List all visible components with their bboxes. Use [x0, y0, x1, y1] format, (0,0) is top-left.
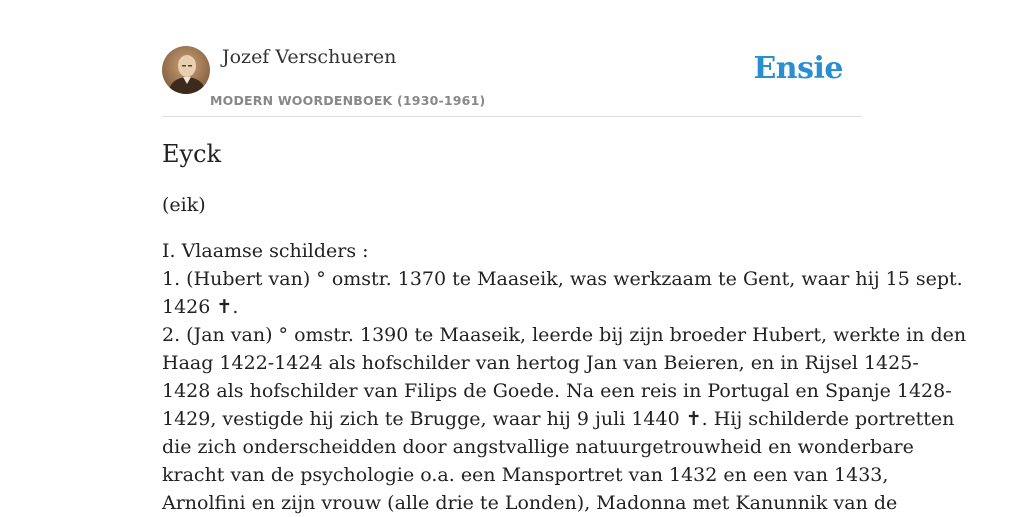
definition-line: 2. (Jan van) ° omstr. 1390 te Maaseik, leerde bij zijn broeder Hubert, werkte in den [162, 324, 967, 346]
definition-line: 1429, vestigde hij zich te Brugge, waar hij 9 juli 1440 ✝. Hij schilderde portretten [162, 408, 955, 430]
author-name-link[interactable]: Jozef Verschueren [222, 46, 397, 68]
dictionary-label[interactable]: MODERN WOORDENBOEK (1930-1961) [210, 93, 486, 108]
definition-line: I. Vlaamse schilders : [162, 240, 369, 262]
brand-logo[interactable]: Ensie [753, 51, 843, 86]
definition-line: 1. (Hubert van) ° omstr. 1370 te Maaseik, was werkzaam te Gent, waar hij 15 sept. [162, 268, 963, 290]
definition-line: 1426 ✝. [162, 296, 239, 318]
definition-line: die zich onderscheidden door angstvallige natuurgetrouwheid en wonderbare [162, 436, 914, 458]
definition-line: Haag 1422-1424 als hofschilder van hertog Jan van Beieren, en in Rijsel 1425- [162, 352, 919, 374]
entry-title: Eyck [162, 140, 222, 168]
entry-etymology: (eik) [162, 194, 206, 216]
entry-content [162, 138, 967, 517]
author-avatar[interactable] [162, 46, 210, 94]
author-portrait-image [162, 46, 210, 94]
definition-line: Arnolfini en zijn vrouw (alle drie te Londen), Madonna met Kanunnik van de [162, 492, 898, 514]
site-header [162, 45, 862, 117]
definition-line: 1428 als hofschilder van Filips de Goede. Na een reis in Portugal en Spanje 1428- [162, 380, 952, 402]
entry-definition [162, 237, 967, 517]
definition-line: kracht van de psychologie o.a. een Mansportret van 1432 en een van 1433, [162, 464, 889, 486]
